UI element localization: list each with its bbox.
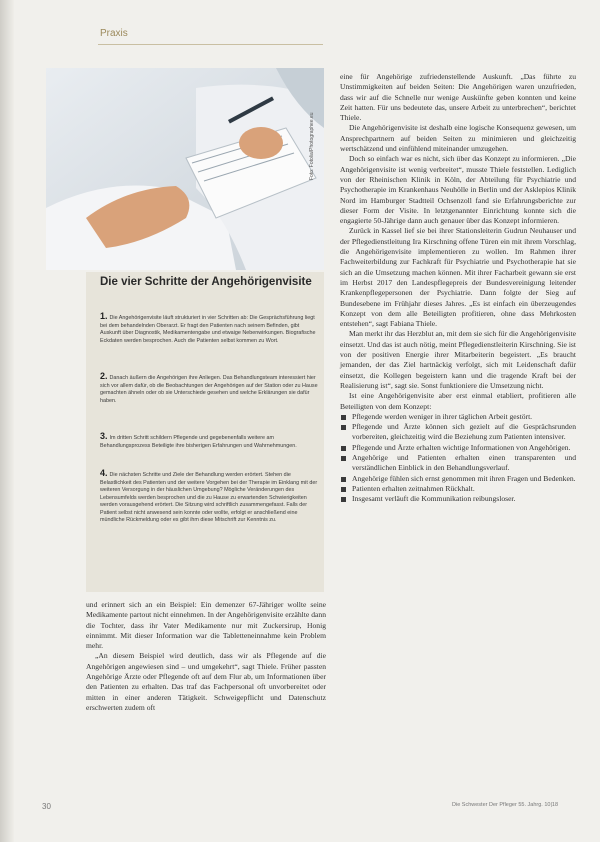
info-box-step [100,313,320,345]
step-text: Danach äußern die Angehörigen ihre Anliegen. Das Behandlungsteam interessiert hier sich vor allem dafür, ob die Beobachtungen der Angehörigen auf der Station oder zu Hause gemachten ähneln oder ob sie Unterschiede gesehen und welche Erklärungen sie dafür haben. [100,375,318,404]
step-text: Die nächsten Schritte und Ziele der Behandlung werden erörtert. Stehen die Belastlichkeit des Patienten und der weitere Vorgehen bei der Therapie im Einklang mit der weiteren Versorgung in der häuslichen Umgebung? Mögliche Veränderungen des Lebensumfelds werden besprochen und die zu Hause zu erwartenden Schwierigkeiten werden vorausgehend erörtert. Die Sitzung wird schriftlich zusammengefasst. Falls der Patient selbst nicht anwesend sein konnte oder wollte, erfolgt er anschließend eine mündliche Rückmeldung oder es gibt ihm diese Mitschrift zur Kenntnis zu. [100,472,318,523]
list-item-text: Pflegende und Ärzte erhalten wichtige Informationen von Angehörigen. [352,442,571,452]
list-item-text: Angehörige und Patienten erhalten einen transparenten und verständlichen Einblick in den Behandlungsverlauf. [352,452,576,473]
step-number: 1. [100,311,108,321]
info-box-step [100,470,320,525]
step-number: 2. [100,371,108,381]
step-text: Im dritten Schritt schildern Pflegende und gegebenenfalls weitere am Behandlungsprozess Beteiligte ihre bisherigen Erfahrungen und Wahrnehmungen. [100,435,297,449]
article-photo-illustration [46,68,324,270]
list-item-text: Angehörige fühlen sich ernst genommen mit ihren Fragen und Bedenken. [352,473,576,483]
list-item [340,453,576,474]
bullet-square-icon [341,487,346,492]
right-column-text [340,72,576,504]
bullet-square-icon [341,456,346,461]
list-item [340,474,576,484]
list-item-text: Pflegende werden weniger in ihrer täglichen Arbeit gestört. [352,411,533,421]
list-item [340,412,576,422]
benefits-list [340,412,576,505]
list-item [340,422,576,443]
list-item [340,443,576,453]
list-item [340,494,576,504]
step-text: Die Angehörigenvisite läuft strukturiert in vier Schritten ab: Die Gesprächsführung liegt bei dem behandelnden Oberarzt. Er fragt den Patienten nach seinem Befinden, gibt Auskunft über Diagnostik, Medikamentengabe und etwaige Nebenwirkungen. Biografische Eckdaten werden besprochen. Auch die Patienten selbst kommen zu Wort. [100,315,316,344]
bullet-square-icon [341,415,346,420]
body-paragraph: Die Angehörigenvisite ist deshalb eine logische Konsequenz gewesen, um Ansprechpartnern auf beiden Seiten zu minimieren und gleichzeitig wertschätzend und einfühlend miteinander umzugehen. [340,123,576,154]
bullet-square-icon [341,497,346,502]
info-box-title: Die vier Schritte der Angehörigenvisite [100,276,312,288]
info-box-step [100,373,320,405]
list-item-text: Insgesamt verläuft die Kommunikation reibungsloser. [352,494,516,504]
photo-credit: Foto: Fotolia/Photographee.eu [309,112,315,180]
bullet-square-icon [341,477,346,482]
body-paragraph: eine für Angehörige zufriedenstellende Auskunft. „Das führte zu Unstimmigkeiten auf beiden Seiten: Die Angehörigen waren unzufrieden, dass wir auf die Schnelle nur wenige Auskünfte geben konnten und keine Zeit hatten. Für uns bedeutete das, unsere Arbeit zu unterbrechen“, berichtet Thiele. [340,72,576,123]
body-paragraph: und erinnert sich an ein Beispiel: Ein demenzer 67-Jähriger wollte seine Medikamente partout nicht einnehmen. In der Angehörigenvisite erzählte dann die Tochter, dass ihr Vater Medikamente nur mit Zuckersirup, Honig einnimmt. Mit dieser Information war die Tabletteneinnahme kein Problem mehr. [86,600,326,651]
section-label: Praxis [100,28,128,39]
page-number: 30 [42,802,51,811]
bullet-square-icon [341,425,346,430]
step-number: 3. [100,431,108,441]
body-paragraph: Zurück in Kassel lief sie bei ihrer Stationsleiterin Gudrun Neuhauser und der Pflegedienstleitung Ira Kirschning offene Türen ein mit ihrem Vorschlag, die Angehörigenvisite implementieren zu wollen. Im Rahmen ihrer Fachweiterbildung zur Fachkraft für Psychiatrie und Psychotherapie hat sie sich an die Umsetzung machen können. Mit ihrer Facharbeit gewann sie erst im Herbst 2017 den Landespflegepreis der Bundesvereinigung leitender Krankenpflegepersonen der Psychiatrie. Dann folgte der Sieg auf Bundesebene im Frühjahr dieses Jahres. „Es ist einfach ein überzeugendes Konzept von dem alle Beteiligten profitieren, ohne dass Mehrkosten entstehen“, sagt Fabiana Thiele. [340,226,576,329]
body-paragraph: „An diesem Beispiel wird deutlich, dass wir als Pflegende auf die Angehörigen angewiesen sind – und umgekehrt“, sagt Thiele. Früher passten Angehörige Ärzte oder Pflegende oft auf dem Flur ab, um Informationen über den Patienten zu erhalten. Das traf das Fachpersonal oft unvorbereitet oder mitten in einer anderen Tätigkeit. Schweigepflicht und Datenschutz erschwerten zudem oft [86,651,326,712]
body-paragraph: Ist eine Angehörigenvisite aber erst einmal etabliert, profitieren alle Beteiligten von dem Konzept: [340,391,576,411]
body-paragraph: Man merkt ihr das Herzblut an, mit dem sie sich für die Angehörigenvisite einsetzt. Und das ist auch nötig, meint Pflegedienstleiterin Kirschning. Sie ist von der positiven Energie ihrer Mitarbeiterin begeistert. „Es braucht jemanden, der das Ziel hartnäckig verfolgt, sich mit Leidenschaft dafür einsetzt, die Kollegen begeistern kann und die tragende Kraft bei der Realisierung ist“, sagt sie. Sonst funktioniere die Umsetzung nicht. [340,329,576,390]
list-item-text: Pflegende und Ärzte können sich gezielt auf die Gesprächsrunden vorbereiten, gleichzeitig wird die Beziehung zum Patienten intensiver. [352,422,576,442]
left-column-text [86,600,326,713]
list-item-text: Patienten erhalten zeitnahmen Rückhalt. [352,483,475,493]
publication-footer: Die Schwester Der Pfleger 55. Jahrg. 10|18 [452,802,558,808]
step-number: 4. [100,468,108,478]
section-rule [98,44,323,45]
info-box-step [100,433,320,450]
list-item [340,484,576,494]
body-paragraph: Doch so einfach war es nicht, sich über das Konzept zu informieren. „Die Angehörigenvisite ist wenig verbreitet“, musste Thiele feststellen. Lediglich von der Rheinischen Klinik in Köln, der Abteilung für Psychiatrie und Psychotherapie im Krankenhaus Neuhölle in Berlin und der Asklepios Klinik Nord im Hamburger Stadtteil Ochsenzoll fand sie Erfahrungsberichte zur dieser Form der Visite. In letztgenannter Einrichtung konnte sich die engagierte 50-Jährige dann auch genauer über das Konzept informieren. [340,154,576,226]
article-photo [46,68,324,270]
page-binding-shadow [0,0,14,842]
bullet-square-icon [341,446,346,451]
